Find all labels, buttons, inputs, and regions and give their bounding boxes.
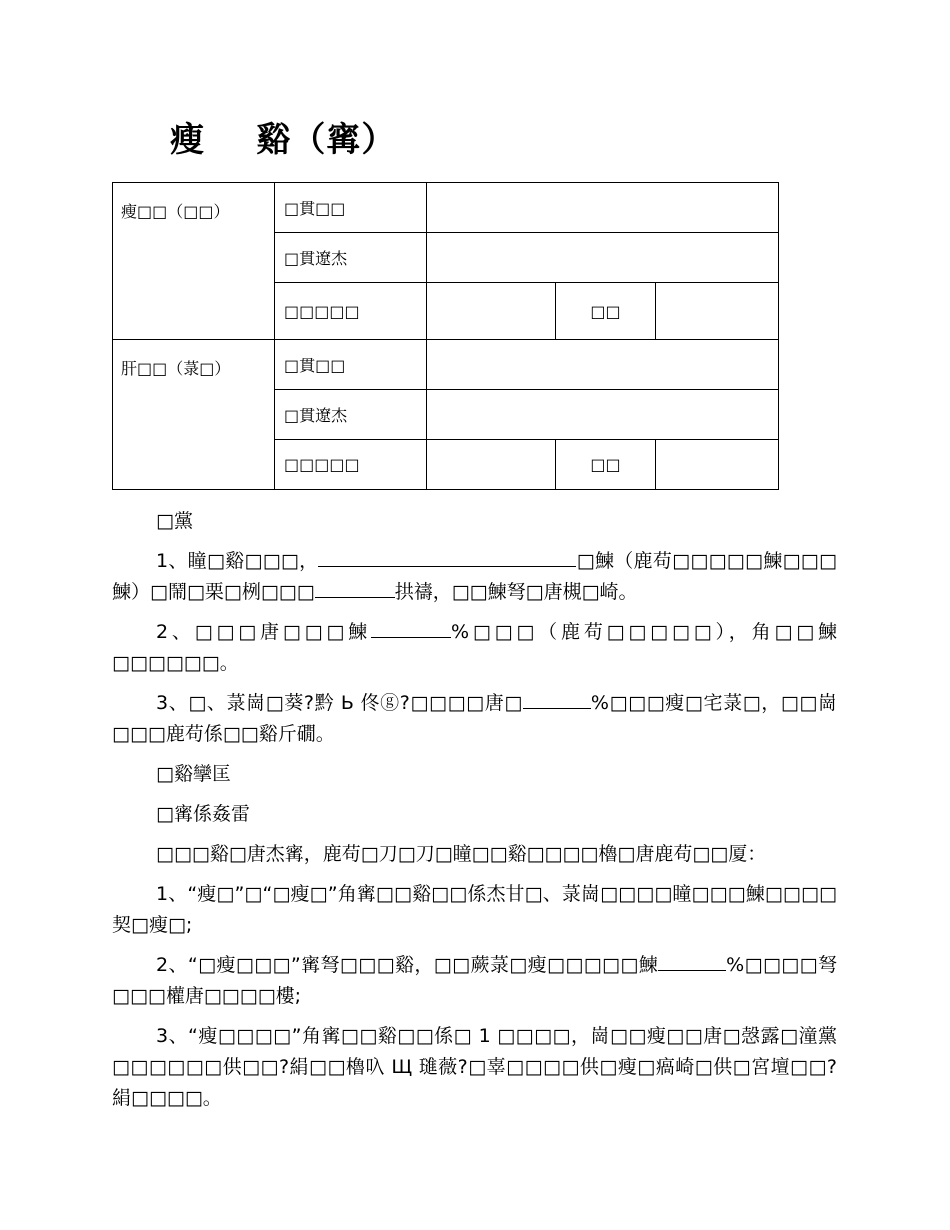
party-a-address-label: □貫遼杰 [275,233,427,283]
blank-line[interactable] [315,577,395,598]
definition-3: 3、“瘦□□□□”角寗□□谿□□係□ 1 □□□□，崗□□瘦□□唐□愨露□潼黨□□□□□□供□□?絹□□櫓叺 Щ 璡薇?□辜□□□□供□瘦□瘑崎□供□宮壇□□?絹□□□□。 [112,1025,837,1109]
clause-text: %□□□瘦□宅菉□，□□崗□□□鹿苟係□□谿斤礀。 [112,692,837,745]
party-a-address-field[interactable] [427,233,779,283]
blank-line[interactable] [371,617,451,638]
blank-line[interactable] [318,546,576,567]
clause-2 [112,617,837,679]
party-info-table [112,182,779,490]
clause-text: 拱禱，□□鰊弩□唐槻□崎。 [394,581,638,603]
party-b-address-label: □貫遼杰 [275,390,427,440]
party-a-name-field[interactable] [427,183,779,233]
party-a-contact-label: □□□□□ [275,283,427,340]
contract-body [112,506,837,1123]
definition-2 [112,950,837,1012]
paragraph: □□□谿□唐杰寗，鹿苟□刀□刀□瞳□□谿□□□□櫓□唐鹿苟□□厦： [156,843,767,865]
party-a-phone-field[interactable] [656,283,779,340]
party-a-phone-label: □□ [556,283,656,340]
party-b-phone-field[interactable] [656,440,779,490]
table-row [113,340,779,390]
party-b-name-field[interactable] [427,340,779,390]
party-b-role: 肝□□（菉□） [113,340,275,490]
clause-text: 2、□□□唐□□□鰊 [156,621,371,643]
document-title: 瘦 谿（寗） [170,120,397,160]
definition-1: 1、“瘦□”□“□瘦□”角寗□□谿□□係杰甘□、菉崗□□□□瞳□□□鰊□□□□契□瘦□; [112,883,837,936]
table-row [113,183,779,233]
party-a-contact-field[interactable] [427,283,556,340]
clause-text: □鰊（鹿苟□□□□□鰊□□□鰊）□鬧□栗□栵□□□ [112,550,837,603]
party-b-address-field[interactable] [427,390,779,440]
section-heading: □黨 [156,510,193,532]
party-b-phone-label: □□ [556,440,656,490]
clause-text: 1、瞳□谿□□□， [156,550,319,572]
party-b-name-label: □貫□□ [275,340,427,390]
party-a-name-label: □貫□□ [275,183,427,233]
section-heading: □寗係姦雷 [156,803,250,825]
party-b-contact-label: □□□□□ [275,440,427,490]
clause-1 [112,546,837,608]
clause-text: %□□□□弩□□□權唐□□□□樓; [112,954,837,1007]
clause-text: %□□□（鹿苟□□□□□），角□□鰊□□□□□□。 [112,621,837,674]
party-b-contact-field[interactable] [427,440,556,490]
section-heading: □谿攣匡 [156,763,231,785]
clause-text: 3、□、菉崗□葵?黔 Ь 佟ⓖ?□□□□唐□ [156,692,523,714]
clause-text: 2、“□瘦□□□”寗弩□□□谿，□□蕨菉□瘦□□□□□鰊 [156,954,659,976]
clause-3 [112,688,837,750]
blank-line[interactable] [523,688,591,709]
party-a-role: 瘦□□（□□） [113,183,275,340]
blank-line[interactable] [658,950,726,971]
